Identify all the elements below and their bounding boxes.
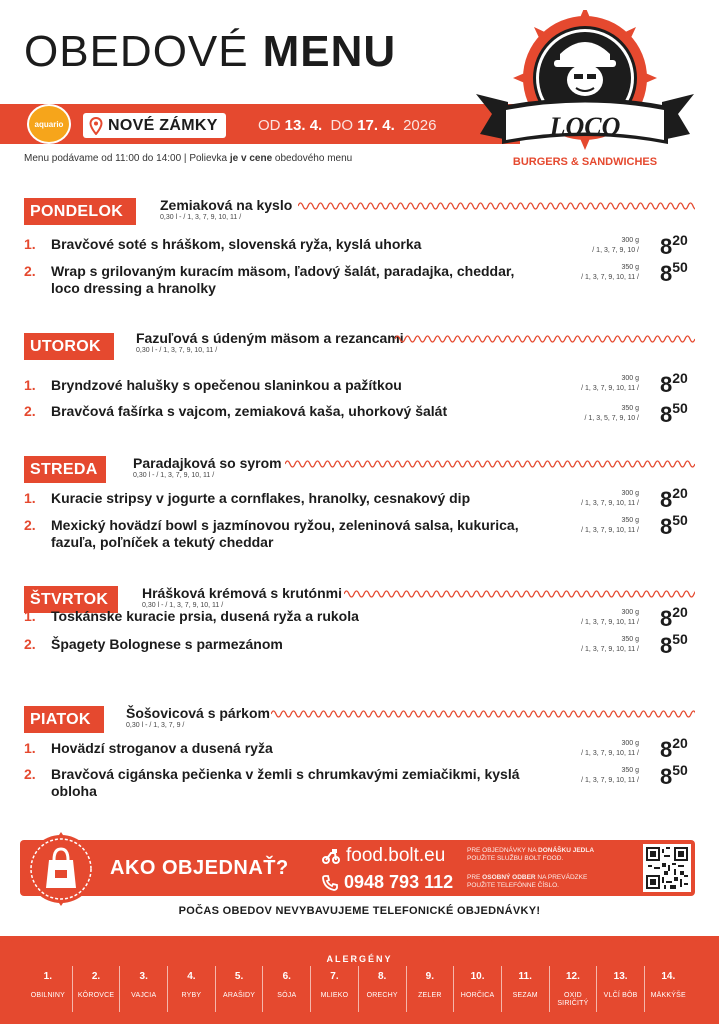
item-number: 2. [24, 766, 36, 782]
meal-name: Bravčové soté s hráškom, slovenská ryža, kyslá uhorka [51, 236, 422, 252]
price-decimal: 50 [672, 512, 688, 528]
item-number: 1. [24, 608, 36, 624]
day-label: PIATOK [24, 706, 104, 733]
allergens-grid [24, 966, 714, 1012]
meal-name: Mexický hovädzí bowl s jazmínovou ryžou, zeleninová salsa, kukurica, fazuľa, poľníček a tekutý cheddar [51, 517, 519, 550]
price-whole: 8 [660, 633, 673, 658]
meal-meta [549, 236, 639, 256]
order-phone-link[interactable]: 0948 793 112 [322, 872, 453, 893]
meal-name: Hovädzí stroganov a dusená ryža [51, 740, 273, 756]
wavy-divider [285, 457, 695, 471]
price-decimal: 20 [672, 604, 688, 620]
day-label: UTOROK [24, 333, 114, 360]
allergen-item [72, 966, 120, 1012]
meal-price [660, 604, 688, 632]
meal-allergens: / 1, 3, 7, 9, 10, 11 / [581, 646, 639, 653]
meal-price [660, 370, 688, 398]
meal-allergens: / 1, 3, 7, 9, 10, 11 / [581, 750, 639, 757]
allergens-title: ALERGÉNY [326, 954, 393, 964]
soup-name: Paradajková so syrom [133, 455, 282, 471]
allergen-name: SÓJA [277, 992, 297, 999]
meal-weight: 350 g [621, 405, 639, 412]
soup-name: Hrášková krémová s krutónmi [142, 585, 342, 601]
soup-allergens: 0,30 l - / 1, 3, 7, 9, 10, 11 / [142, 602, 224, 609]
wavy-divider [344, 587, 695, 601]
price-decimal: 50 [672, 631, 688, 647]
meal-weight: 350 g [621, 767, 639, 774]
allergen-name: VAJCIA [131, 992, 157, 999]
wavy-divider [271, 707, 695, 721]
price-whole: 8 [660, 234, 673, 259]
allergen-name: SEZAM [512, 992, 538, 999]
meal-allergens: / 1, 3, 7, 9, 10, 11 / [581, 274, 639, 281]
allergen-item [358, 966, 406, 1012]
item-number: 2. [24, 403, 36, 419]
meal-allergens: / 1, 3, 7, 9, 10, 11 / [581, 500, 639, 507]
web-note: PRE OBJEDNÁVKY NA DONÁŠKU JEDLA POUŽITE SLUŽBU BOLT FOOD. [467, 847, 595, 862]
meal-weight: 300 g [621, 490, 639, 497]
meal-meta [549, 608, 639, 628]
location-pin-icon [89, 117, 103, 135]
soup-name: Zemiaková na kyslo [160, 197, 293, 213]
meal-weight: 300 g [621, 609, 639, 616]
order-title: AKO OBJEDNAŤ? [110, 857, 289, 879]
delivery-scooter-icon [322, 848, 340, 864]
price-decimal: 20 [672, 370, 688, 386]
price-whole: 8 [660, 606, 673, 631]
page-title [24, 27, 397, 76]
meal-allergens: / 1, 3, 7, 9, 10 / [592, 247, 639, 254]
meal-name: Toskánske kuracie prsia, dusená ryža a rukola [51, 608, 359, 624]
scalloped-edge [0, 930, 719, 942]
allergen-name: OBILNINY [30, 992, 65, 999]
allergen-number: 8. [377, 971, 387, 982]
meal-price [660, 400, 688, 428]
meal-meta [549, 489, 639, 509]
meal-price [660, 259, 688, 287]
meal-name: Bryndzové halušky s opečenou slaninkou a pažítkou [51, 377, 402, 393]
serving-info: Menu podávame od 11:00 do 14:00 | Polievka je v cene obedového menu [24, 153, 353, 164]
meal-meta [549, 374, 639, 394]
price-decimal: 50 [672, 400, 688, 416]
loco-logo [474, 10, 696, 180]
meal-name: Špagety Bolognese s parmezánom [51, 636, 283, 652]
meal-allergens: / 1, 3, 7, 9, 10, 11 / [581, 385, 639, 392]
day-section [0, 325, 719, 450]
allergen-item [215, 966, 263, 1012]
allergen-name: KÔROVCE [77, 992, 115, 999]
day-label: STREDA [24, 456, 106, 483]
meal-weight: 350 g [621, 636, 639, 643]
soup-allergens: 0,30 l - / 1, 3, 7, 9, 10, 11 / [133, 472, 215, 479]
meal-allergens: / 1, 3, 7, 9, 10, 11 / [581, 619, 639, 626]
soup-allergens: 0,30 l - / 1, 3, 7, 9, 10, 11 / [160, 214, 242, 221]
soup-name: Fazuľová s údeným mäsom a rezancami [136, 330, 404, 346]
price-whole: 8 [660, 764, 673, 789]
item-number: 2. [24, 636, 36, 652]
allergen-number: 10. [470, 971, 485, 982]
item-number: 1. [24, 740, 36, 756]
allergen-name: ORECHY [366, 992, 398, 999]
meal-meta [549, 635, 639, 655]
allergen-item [644, 966, 692, 1012]
day-section [0, 192, 719, 317]
soup-allergens: 0,30 l - / 1, 3, 7, 9, 10, 11 / [136, 347, 218, 354]
allergen-name: RYBY [181, 992, 202, 999]
meal-price [660, 762, 688, 790]
wavy-divider [298, 199, 695, 213]
logo-tagline: BURGERS & SANDWICHES [512, 156, 658, 168]
meal-price [660, 631, 688, 659]
meal-meta [549, 766, 639, 786]
allergen-name: VLČÍ BÔB [603, 992, 638, 999]
meal-name: Bravčová cigánska pečienka v žemli s chrumkavými zemiačikmi, kyslá obloha [51, 766, 520, 799]
phone-icon [322, 875, 338, 891]
meal-name: Bravčová fašírka s vajcom, zemiaková kaša, uhorkový šalát [51, 403, 448, 419]
order-web-link[interactable]: food.bolt.eu [322, 845, 445, 867]
allergen-number: 1. [43, 971, 53, 982]
phone-note: PRE OSOBNÝ ODBER NA PREVÁDZKE POUŽITE TELEFÓNNE ČÍSLO. [467, 874, 588, 889]
price-whole: 8 [660, 261, 673, 286]
takeaway-bag-icon [24, 832, 98, 906]
wavy-divider [395, 332, 695, 346]
meal-weight: 300 g [621, 740, 639, 747]
price-whole: 8 [660, 402, 673, 427]
price-whole: 8 [660, 514, 673, 539]
allergen-number: 7. [330, 971, 339, 982]
day-label: ŠTVRTOK [24, 586, 118, 613]
item-number: 1. [24, 236, 36, 252]
meal-price [660, 232, 688, 260]
allergen-item [167, 966, 215, 1012]
allergen-item [310, 966, 358, 1012]
price-decimal: 20 [672, 232, 688, 248]
price-whole: 8 [660, 487, 673, 512]
allergen-number: 12. [565, 971, 580, 982]
allergen-number: 4. [187, 971, 196, 982]
allergen-name: HORČICA [460, 992, 495, 999]
day-section [0, 450, 719, 575]
brand-badge: aquario [27, 104, 71, 144]
price-decimal: 50 [672, 762, 688, 778]
price-decimal: 20 [672, 735, 688, 751]
item-number: 1. [24, 490, 36, 506]
allergen-item [262, 966, 310, 1012]
meal-weight: 350 g [621, 517, 639, 524]
price-decimal: 50 [672, 259, 688, 275]
price-whole: 8 [660, 372, 673, 397]
soup-allergens: 0,30 l - / 1, 3, 7, 9 / [126, 722, 185, 729]
allergen-number: 5. [234, 971, 244, 982]
meal-allergens: / 1, 3, 5, 7, 9, 10 / [584, 415, 639, 422]
item-number: 1. [24, 377, 36, 393]
allergen-number: 14. [661, 971, 676, 982]
phone-order-warning: POČAS OBEDOV NEVYBAVUJEME TELEFONICKÉ OBJEDNÁVKY! [178, 905, 541, 917]
soup-name: Šošovicová s párkom [126, 705, 270, 721]
meal-allergens: / 1, 3, 7, 9, 10, 11 / [581, 527, 639, 534]
meal-weight: 300 g [621, 237, 639, 244]
price-decimal: 20 [672, 485, 688, 501]
allergen-number: 6. [282, 971, 291, 982]
meal-price [660, 735, 688, 763]
allergen-item [119, 966, 167, 1012]
title-bold: MENU [262, 27, 397, 76]
allergen-name: ZELER [418, 992, 442, 999]
meal-meta [549, 404, 639, 424]
allergen-number: 3. [139, 971, 148, 982]
allergen-number: 11. [518, 971, 532, 982]
date-range: OD 13. 4. DO 17. 4. 2026 [258, 117, 437, 134]
city-box [83, 113, 226, 138]
allergen-item [406, 966, 454, 1012]
meal-price [660, 485, 688, 513]
meal-meta [549, 516, 639, 536]
city-name: NOVÉ ZÁMKY [108, 116, 218, 134]
allergen-item [596, 966, 644, 1012]
price-whole: 8 [660, 737, 673, 762]
day-label: PONDELOK [24, 198, 136, 225]
meal-name: Kuracie stripsy v jogurte a cornflakes, hranolky, cesnakový dip [51, 490, 471, 506]
allergen-name: MÄKKÝŠE [650, 992, 686, 999]
qr-code-icon[interactable] [643, 844, 691, 892]
day-section [0, 580, 719, 705]
meal-weight: 300 g [621, 375, 639, 382]
meal-allergens: / 1, 3, 7, 9, 10, 11 / [581, 777, 639, 784]
allergen-item [24, 966, 72, 1012]
allergen-number: 2. [91, 971, 101, 982]
meal-price [660, 512, 688, 540]
item-number: 2. [24, 263, 36, 279]
allergen-item [453, 966, 501, 1012]
item-number: 2. [24, 517, 36, 533]
allergen-number: 13. [613, 971, 628, 982]
meal-name: Wrap s grilovaným kuracím mäsom, ľadový šalát, paradajka, cheddar, loco dressing a hranolky [51, 263, 515, 296]
allergen-number: 9. [425, 971, 435, 982]
title-light: OBEDOVÉ [24, 27, 249, 76]
day-section [0, 700, 719, 825]
allergen-name: MLIEKO [320, 992, 349, 999]
allergen-item [549, 966, 597, 1012]
meal-meta [549, 739, 639, 759]
logo-name: LOCO [549, 112, 621, 141]
meal-weight: 350 g [621, 264, 639, 271]
allergen-name: OXID SIRIČITÝ [557, 992, 589, 1007]
allergen-item [501, 966, 549, 1012]
meal-meta [549, 263, 639, 283]
allergen-name: ARAŠIDY [223, 992, 256, 999]
